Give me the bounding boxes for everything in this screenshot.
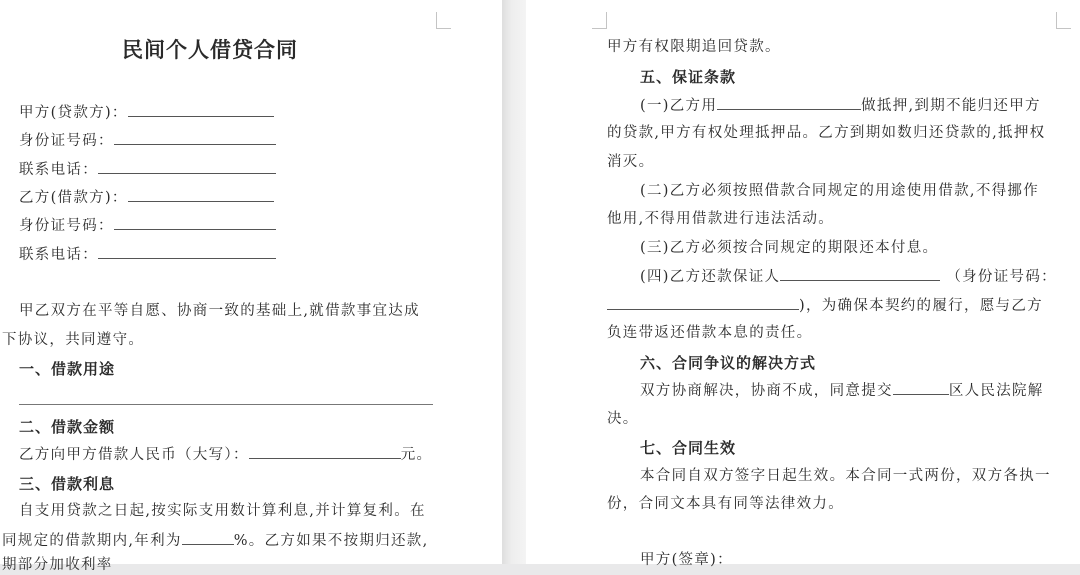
guarantee-4-line-2 — [607, 295, 1043, 316]
document-page-right — [526, 0, 1080, 568]
guarantee-2-line-1: (二)乙方必须按照借款合同规定的用途使用借款,不得挪作 — [640, 183, 1040, 199]
guarantee-4-text-b: （身份证号码： — [946, 269, 1057, 285]
document-page-left — [0, 0, 502, 573]
interest-line-3: 期部分加收利率 — [2, 557, 113, 573]
section-6-heading: 六、合同争议的解决方式 — [640, 354, 817, 372]
dispute-line-1 — [640, 380, 1044, 401]
intro-line-2: 下协议，共同遵守。 — [2, 332, 145, 348]
lender-phone-field — [19, 159, 276, 180]
crop-mark-top-right — [436, 12, 451, 29]
lender-blank — [128, 102, 274, 117]
section-3-heading: 三、借款利息 — [19, 475, 116, 493]
amount-unit: 元。 — [400, 447, 433, 463]
collateral-blank — [717, 95, 861, 110]
borrower-field — [19, 187, 274, 208]
crop-mark-top-right — [1056, 12, 1071, 29]
lender-field — [19, 102, 274, 123]
intro-line-1: 甲乙双方在平等自愿、协商一致的基础上,就借款事宜达成 — [19, 303, 420, 319]
interest-line-2 — [2, 530, 429, 551]
purpose-blank-line — [19, 404, 433, 405]
guarantee-1-text-b: 做抵押,到期不能归还甲方 — [861, 98, 1041, 114]
guarantor-blank — [780, 266, 940, 281]
guarantee-4-text-a: (四)乙方还款保证人 — [640, 269, 781, 285]
borrower-id-label: 身份证号码： — [19, 218, 114, 234]
guarantee-4-text-c: )，为确保本契约的履行，愿与乙方 — [799, 298, 1043, 314]
dispute-text-a: 双方协商解决，协商不成，同意提交 — [640, 383, 893, 399]
guarantee-1-line-1 — [640, 95, 1041, 116]
borrower-id-blank — [114, 215, 276, 230]
interest-text-b: %。乙方如果不按期归还款, — [233, 533, 429, 549]
crop-mark-top-left — [592, 12, 607, 29]
interest-text-a: 同规定的借款期内,年利为 — [2, 533, 182, 549]
section-5-heading: 五、保证条款 — [640, 68, 737, 86]
lender-label: 甲方(贷款方)： — [19, 105, 128, 121]
contract-title: 民间个人借贷合同 — [122, 38, 298, 62]
guarantee-1-line-2: 的贷款,甲方有权处理抵押品。乙方到期如数归还贷款的,抵押权 — [607, 125, 1046, 141]
borrower-id-field — [19, 215, 276, 236]
borrower-label: 乙方(借款方)： — [19, 190, 128, 206]
section-7-heading: 七、合同生效 — [640, 439, 737, 457]
lender-phone-label: 联系电话： — [19, 162, 98, 178]
dispute-line-2: 决。 — [607, 411, 639, 427]
lender-id-field — [19, 130, 276, 151]
borrower-phone-label: 联系电话： — [19, 247, 98, 263]
guarantor-id-blank — [607, 295, 799, 310]
borrower-blank — [128, 187, 274, 202]
amount-blank — [249, 444, 401, 459]
effect-line-1: 本合同自双方签字日起生效。本合同一式两份，双方各执一 — [640, 468, 1051, 484]
amount-line — [19, 444, 432, 465]
right-line-1: 甲方有权限期追回贷款。 — [607, 39, 781, 55]
lender-signature-label: 甲方(签章)： — [640, 552, 733, 568]
lender-id-label: 身份证号码： — [19, 133, 114, 149]
interest-rate-blank — [182, 530, 234, 545]
guarantee-3-line: (三)乙方必须按合同规定的期限还本付息。 — [640, 240, 939, 256]
lender-id-blank — [114, 130, 276, 145]
effect-line-2: 份，合同文本具有同等法律效力。 — [607, 496, 844, 512]
guarantee-4-line-1 — [640, 266, 1057, 287]
borrower-phone-blank — [98, 244, 276, 259]
guarantee-1-text-a: (一)乙方用 — [640, 98, 718, 114]
guarantee-1-line-3: 消灭。 — [607, 154, 655, 170]
lender-phone-blank — [98, 159, 276, 174]
page-gutter — [502, 0, 526, 564]
dispute-text-b: 区人民法院解 — [948, 383, 1044, 399]
court-district-blank — [893, 380, 949, 395]
guarantee-2-line-2: 他用,不得用借款进行违法活动。 — [607, 211, 835, 227]
interest-line-1: 自支用贷款之日起,按实际支用数计算利息,并计算复利。在 — [19, 503, 426, 519]
amount-text: 乙方向甲方借款人民币（大写）： — [19, 447, 249, 463]
section-2-heading: 二、借款金额 — [19, 418, 116, 436]
section-1-heading: 一、借款用途 — [19, 360, 116, 378]
guarantee-4-line-3: 负连带返还借款本息的责任。 — [607, 325, 813, 341]
borrower-phone-field — [19, 244, 276, 265]
